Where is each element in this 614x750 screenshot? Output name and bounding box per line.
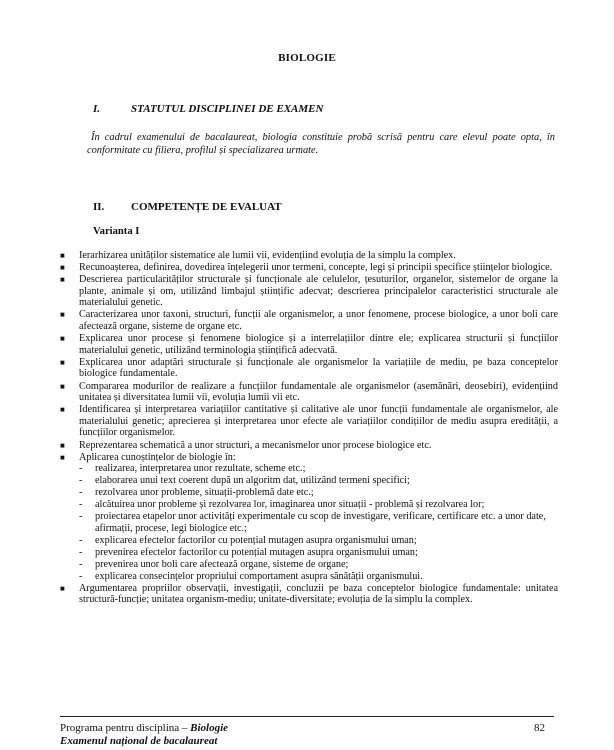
list-item: ■ Identificarea și interpretarea variațiilor cantitative și calitative ale unor funcții fundamentale ale organismelor, ale materialului genetic; aprecierea și interpretarea unor efecte ale variațiilor condițiilor de mediu asupra eredității, a funcțiilor organismelor. (60, 404, 558, 439)
dash-icon: - (79, 558, 83, 570)
list-item: ■ Explicarea unor adaptări structurale și funcționale ale organismelor la variațiile de mediu, pe baza conceptelor biologice fundamentale. (60, 356, 558, 380)
sublist-item: - explicarea consecințelor propriului comportament asupra sănătății organismului. (79, 570, 423, 582)
bullet-icon: ■ (60, 251, 65, 260)
sublist-item: - prevenirea efectelor factorilor cu potențial mutagen asupra organismului uman; (79, 546, 418, 558)
section-1-text: În cadrul examenului de bacalaureat, biologia constituie probă scrisă pentru care elevul poate opta, în conformitate cu filiera, profilul și specializarea urmate. (87, 132, 555, 156)
bullet-icon: ■ (60, 310, 65, 320)
dash-icon: - (79, 546, 83, 558)
footer-exam-line: Examenul național de bacalaureat (60, 735, 218, 747)
sublist-item: - explicarea efectelor factorilor cu potențial mutagen asupra organismului uman; (79, 534, 417, 546)
variant-label: Varianta I (93, 226, 140, 237)
competence-list (60, 250, 558, 606)
sublist-item: - prevenirea unor boli care afectează organe, sisteme de organe; (79, 558, 349, 570)
page-title: BIOLOGIE (278, 52, 336, 64)
sublist-item: - rezolvarea unor probleme, situații-problemă date etc.; (79, 487, 314, 499)
bullet-icon: ■ (60, 263, 65, 273)
section-2-title: COMPETENȚE DE EVALUAT (131, 201, 282, 213)
footer-divider (60, 716, 554, 717)
dash-icon: - (79, 534, 83, 546)
bullet-icon: ■ (60, 583, 65, 593)
bullet-icon: ■ (60, 275, 65, 285)
section-2-heading (93, 201, 282, 213)
dash-icon: - (79, 475, 83, 487)
bullet-icon: ■ (60, 440, 65, 450)
dash-icon: - (79, 487, 83, 499)
sublist-item: - elaborarea unui text coerent după un algoritm dat, utilizând termeni specifici; (79, 475, 410, 487)
list-item: ■ Reprezentarea schematică a unor structuri, a mecanismelor unor procese biologice etc. (60, 439, 432, 451)
section-2-number: II. (93, 201, 105, 213)
sublist-item: - alcătuirea unor probleme și rezolvarea lor, imaginarea unor situații - problemă și rezolvarea lor; (79, 499, 485, 511)
footer-program-line (60, 722, 228, 734)
bullet-icon: ■ (60, 357, 65, 367)
list-item: ■ Aplicarea cunoștințelor de biologie în: - realizarea, interpretarea unor rezultate, scheme etc.; - elaborarea unui text coerent după un algoritm dat, utilizând termeni specifici; - rezolvarea unor probleme, situații-problemă date etc.; - alcătuirea unor probleme și rezolvarea lor, imaginarea unor situații - problemă și rezolvarea lor; - proiectarea etapelor unor activități experimentale cu scop de investigare, verificare, certificare etc. a unor date, afirmații, procese, legi biologice etc.; - explicarea efectelor factorilor cu potențial mutagen asupra organismului uman; - prevenirea efectelor factorilor cu potențial mutagen asupra organismului uman; - prevenirea unor boli care afectează organe, sisteme de organe; - explicarea consecințelor propriului comportament asupra sănătății organismului. (60, 452, 558, 583)
section-1-heading (93, 103, 323, 115)
sublist-item: - realizarea, interpretarea unor rezultate, scheme etc.; (79, 463, 306, 475)
dash-icon: - (79, 570, 83, 582)
bullet-icon: ■ (60, 334, 65, 344)
list-item: ■ Ierarhizarea unităților sistematice ale lumii vii, evidențiind evoluția de la simplu la complex. (60, 250, 456, 261)
list-item: ■ Descrierea particularităților structurale și funcționale ale celulelor, țesuturilor, organelor, sistemelor de organe la plante, animale și om, utilizând limbajul științific adecvat; descrierea principalelor caracteristici structurale ale materialului genetic. (60, 274, 558, 309)
footer-subject: Biologie (190, 722, 229, 734)
dash-icon: - (79, 463, 83, 475)
footer-prefix: Programa pentru disciplina – (60, 722, 191, 734)
dash-icon: - (79, 511, 83, 523)
page-number: 82 (534, 722, 545, 734)
dash-icon: - (79, 499, 83, 511)
list-item: ■ Explicarea unor procese și fenomene biologice și a interrelațiilor dintre ele; explicarea structurii și funcțiilor materialului genetic, utilizând terminologia științifică adecvată. (60, 333, 558, 356)
bullet-icon: ■ (60, 381, 65, 391)
application-sublist (79, 463, 558, 582)
bullet-icon: ■ (60, 452, 65, 462)
sublist-item: - proiectarea etapelor unor activități experimentale cu scop de investigare, verificare, certificare etc. a unor date, afirmații, procese, legi biologice etc.; (79, 511, 546, 534)
list-item: ■ Compararea modurilor de realizare a funcțiilor fundamentale ale organismelor (asemănări, deosebiri), evidențiind unitatea și diversitatea lumii vii, evoluția lumii vii etc. (60, 380, 558, 404)
list-item: ■ Recunoașterea, definirea, dovedirea înțelegerii unor termeni, concepte, legi și principii specifice științelor biologice. (60, 262, 553, 274)
bullet-icon: ■ (60, 405, 65, 415)
section-1-number: I. (93, 103, 101, 115)
list-item: ■ Caracterizarea unor taxoni, structuri, funcții ale organismelor, a unor fenomene, procese biologice, a unor boli care afectează organe, sisteme de organe etc. (60, 309, 558, 333)
section-1-title: STATUTUL DISCIPLINEI DE EXAMEN (131, 103, 324, 115)
list-item: ■ Argumentarea propriilor observații, investigații, concluzii pe baza conceptelor biologice fundamentale: unitatea structură-funcție; unitatea organism-mediu; unitate-diversitate; evoluția de la simplu la complex. (60, 582, 558, 606)
